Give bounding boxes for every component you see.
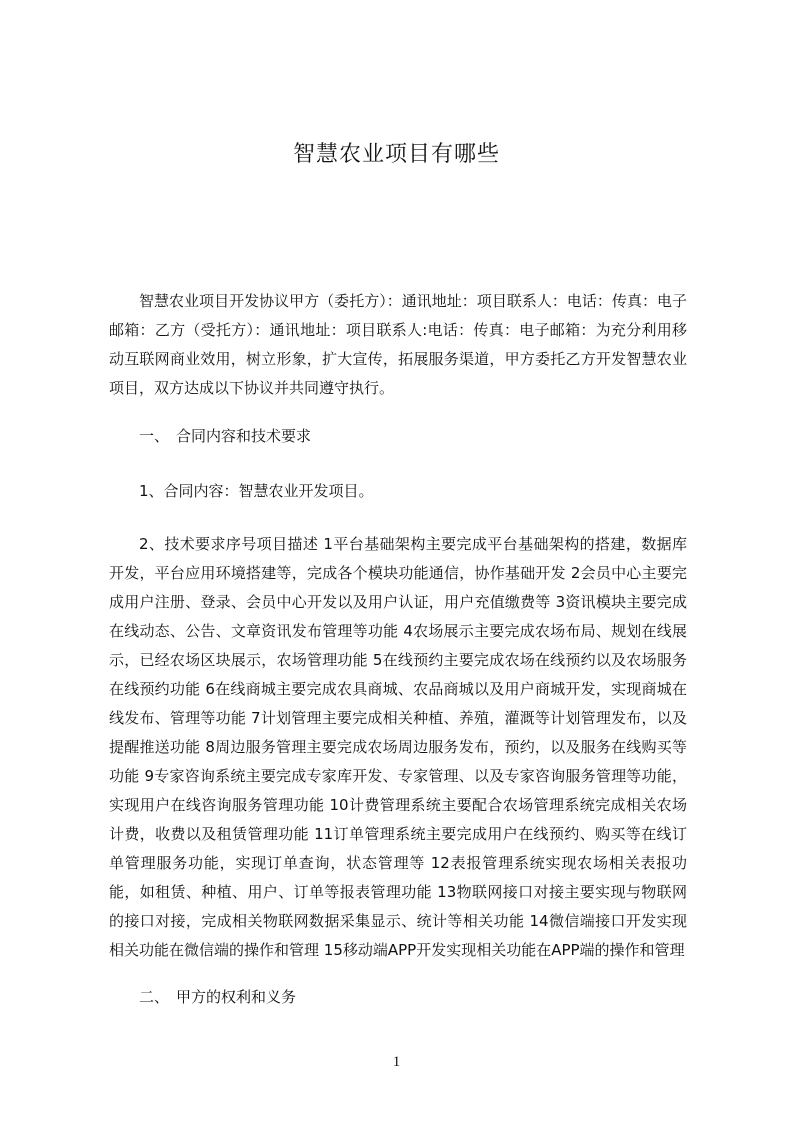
section-title-2: 甲方的权利和义务 [176, 988, 297, 1006]
contract-content-item: 1、合同内容：智慧农业开发项目。 [139, 482, 374, 500]
section-number-1: 一、 [139, 427, 170, 445]
section-number-2: 二、 [139, 988, 170, 1006]
document-title: 智慧农业项目有哪些 [292, 142, 500, 167]
technical-requirements-paragraph: 2、技术要求序号项目描述 1平台基础架构主要完成平台基础架构的搭建，数据库开发，平台应用环境搭建等，完成各个模块功能通信，协作基础开发 2会员中心主要完成用户注册、登录、会员中心开发以及用户认证，用户充值缴费等 3资讯模块主要完成在线动态、公告、文章资讯发布管理等功能 4农场展示主要完成农场布局、规划在线展示，已经农场区块展示，农场管理功能 5在线预约主要完成农场在线预约以及农场服务在线预约功能 6在线商城主要完成农具商城、农品商城以及用户商城开发，实现商城在线发布、管理等功能 7计划管理主要完成相关种植、养殖，灌溉等计划管理发布，以及提醒推送功能 8周边服务管理主要完成农场周边服务发布，预约，以及服务在线购买等功能 9专家咨询系统主要完成专家库开发、专家管理、以及专家咨询服务管理等功能，实现用户在线咨询服务管理功能 10计费管理系统主要配合农场管理系统完成相关农场计费，收费以及租赁管理功能 11订单管理系统主要完成用户在线预约、购买等在线订单管理服务功能，实现订单查询，状态管理等 12表报管理系统实现农场相关表报功能，如租赁、种植、用户、订单等报表管理功能 13物联网接口对接主要实现与物联网的接口对接，完成相关物联网数据采集显示、统计等相关功能 14微信端接口开发实现相关功能在微信端的操作和管理 15移动端APP开发实现相关功能在APP端的操作和管理 [109, 535, 687, 959]
section-heading-1 [109, 422, 687, 451]
section-heading-2 [109, 983, 687, 1012]
section-title-1: 合同内容和技术要求 [176, 427, 312, 445]
page-number: 1 [392, 1054, 401, 1070]
intro-paragraph: 智慧农业项目开发协议甲方（委托方）：通讯地址：项目联系人：电话：传真：电子邮箱：乙方（受托方）：通讯地址：项目联系人:电话：传真：电子邮箱：为充分利用移动互联网商业效用，树立形象，扩大宣传，拓展服务渠道，甲方委托乙方开发智慧农业项目，双方达成以下协议并共同遵守执行。 [109, 292, 687, 397]
